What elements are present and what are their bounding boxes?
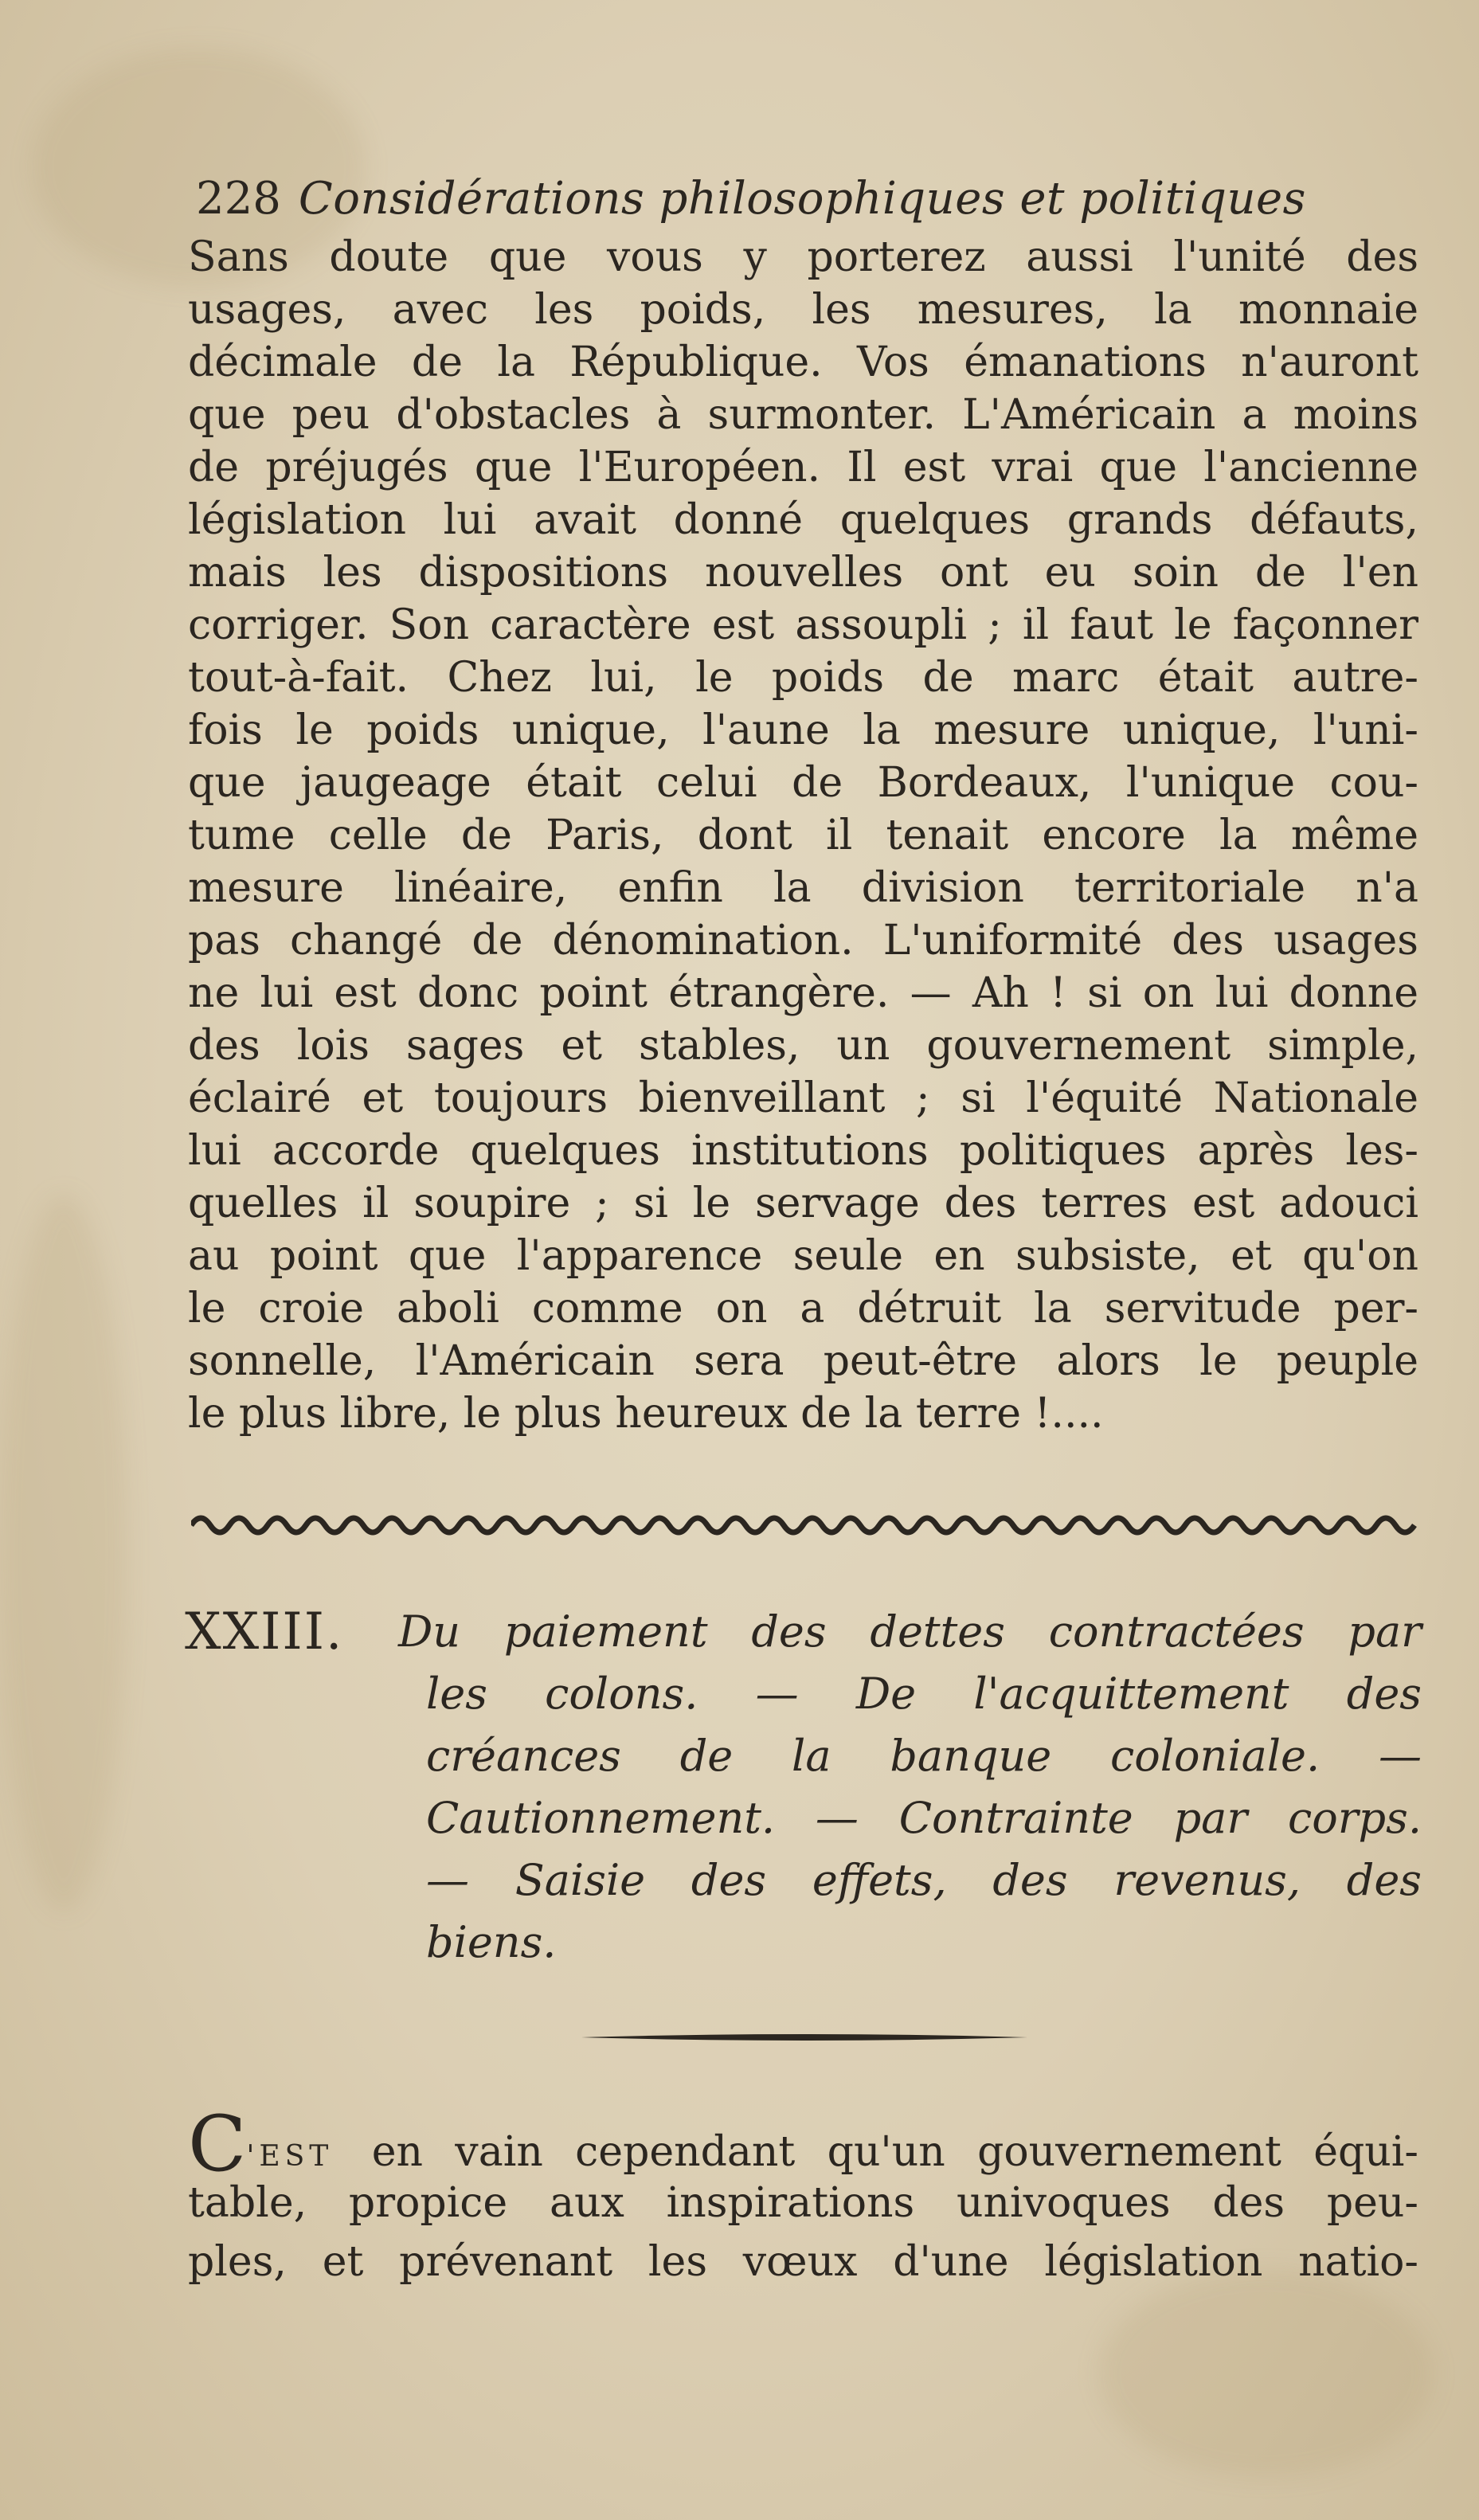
- text-line: décimale de la République. Vos émanations n'auront: [188, 338, 1418, 386]
- text-line: de préjugés que l'Européen. Il est vrai que l'ancienne: [188, 444, 1418, 491]
- drop-cap: C: [188, 2099, 247, 2189]
- text-line: que peu d'obstacles à surmonter. L'Américain a moins: [188, 391, 1418, 439]
- paper-stain: [1099, 2270, 1434, 2477]
- text-line: mesure linéaire, enfin la division territoriale n'a: [188, 864, 1418, 912]
- text-line: usages, avec les poids, les mesures, la monnaie: [188, 286, 1418, 334]
- text-line: éclairé et toujours bienveillant ; si l'équité Nationale: [188, 1074, 1418, 1122]
- first-line-text: en vain cependant qu'un gouvernement équi-: [371, 2128, 1419, 2176]
- chapter-numeral: XXIII.: [185, 1602, 344, 1661]
- text-line: quelles il soupire ; si le servage des terres est adouci: [188, 1180, 1418, 1227]
- text-line: ples, et prévenant les vœux d'une législation natio-: [188, 2238, 1418, 2286]
- text-line: sonnelle, l'Américain sera peut-être alors le peuple: [188, 1337, 1418, 1385]
- small-caps-word: 'EST: [246, 2140, 334, 2173]
- text-line: que jaugeage était celui de Bordeaux, l'unique cou-: [188, 759, 1418, 807]
- text-line: le plus libre, le plus heureux de la terre !....: [188, 1390, 1104, 1438]
- text-line: des lois sages et stables, un gouvernement simple,: [188, 1022, 1418, 1070]
- text-line: mais les dispositions nouvelles ont eu soin de l'en: [188, 549, 1418, 597]
- section-rule: [581, 2033, 1027, 2041]
- text-line: [188, 2099, 1419, 2189]
- text-line: tout-à-fait. Chez lui, le poids de marc était autre-: [188, 654, 1418, 702]
- text-line: Sans doute que vous y porterez aussi l'unité des: [188, 233, 1418, 281]
- wave-ornament-divider: [191, 1505, 1418, 1545]
- chapter-title-line: les colons. — De l'acquittement des: [426, 1669, 1422, 1719]
- text-line: corriger. Son caractère est assoupli ; il faut le façonner: [188, 601, 1418, 649]
- page-number: 228: [196, 173, 281, 225]
- opening-paragraph: [188, 2099, 1419, 2291]
- text-line: tume celle de Paris, dont il tenait encore la même: [188, 812, 1418, 859]
- chapter-title-line: Du paiement des dettes contractées par: [398, 1606, 1422, 1657]
- running-title: Considérations philosophiques et politiques: [298, 173, 1306, 225]
- text-line: au point que l'apparence seule en subsiste, et qu'on: [188, 1232, 1418, 1280]
- chapter-title-line: créances de la banque coloniale. —: [426, 1731, 1422, 1781]
- text-line: table, propice aux inspirations univoques des peu-: [188, 2179, 1418, 2227]
- text-line: ne lui est donc point étrangère. — Ah ! si on lui donne: [188, 969, 1418, 1017]
- chapter-title: [398, 1601, 1422, 1974]
- text-line: pas changé de dénomination. L'uniformité des usages: [188, 917, 1418, 965]
- chapter-title-line: Cautionnement. — Contrainte par corps.: [426, 1793, 1422, 1843]
- chapter-title-line: biens.: [426, 1917, 557, 1967]
- text-line: fois le poids unique, l'aune la mesure unique, l'uni-: [188, 706, 1418, 754]
- chapter-title-line: — Saisie des effets, des revenus, des: [426, 1855, 1422, 1905]
- body-text: [188, 231, 1418, 1440]
- text-line: le croie aboli comme on a détruit la servitude per-: [188, 1285, 1418, 1332]
- paper-stain: [0, 1195, 127, 1912]
- text-line: législation lui avait donné quelques grands défauts,: [188, 496, 1418, 544]
- text-line: lui accorde quelques institutions politiques après les-: [188, 1127, 1418, 1175]
- running-head: [196, 171, 1414, 227]
